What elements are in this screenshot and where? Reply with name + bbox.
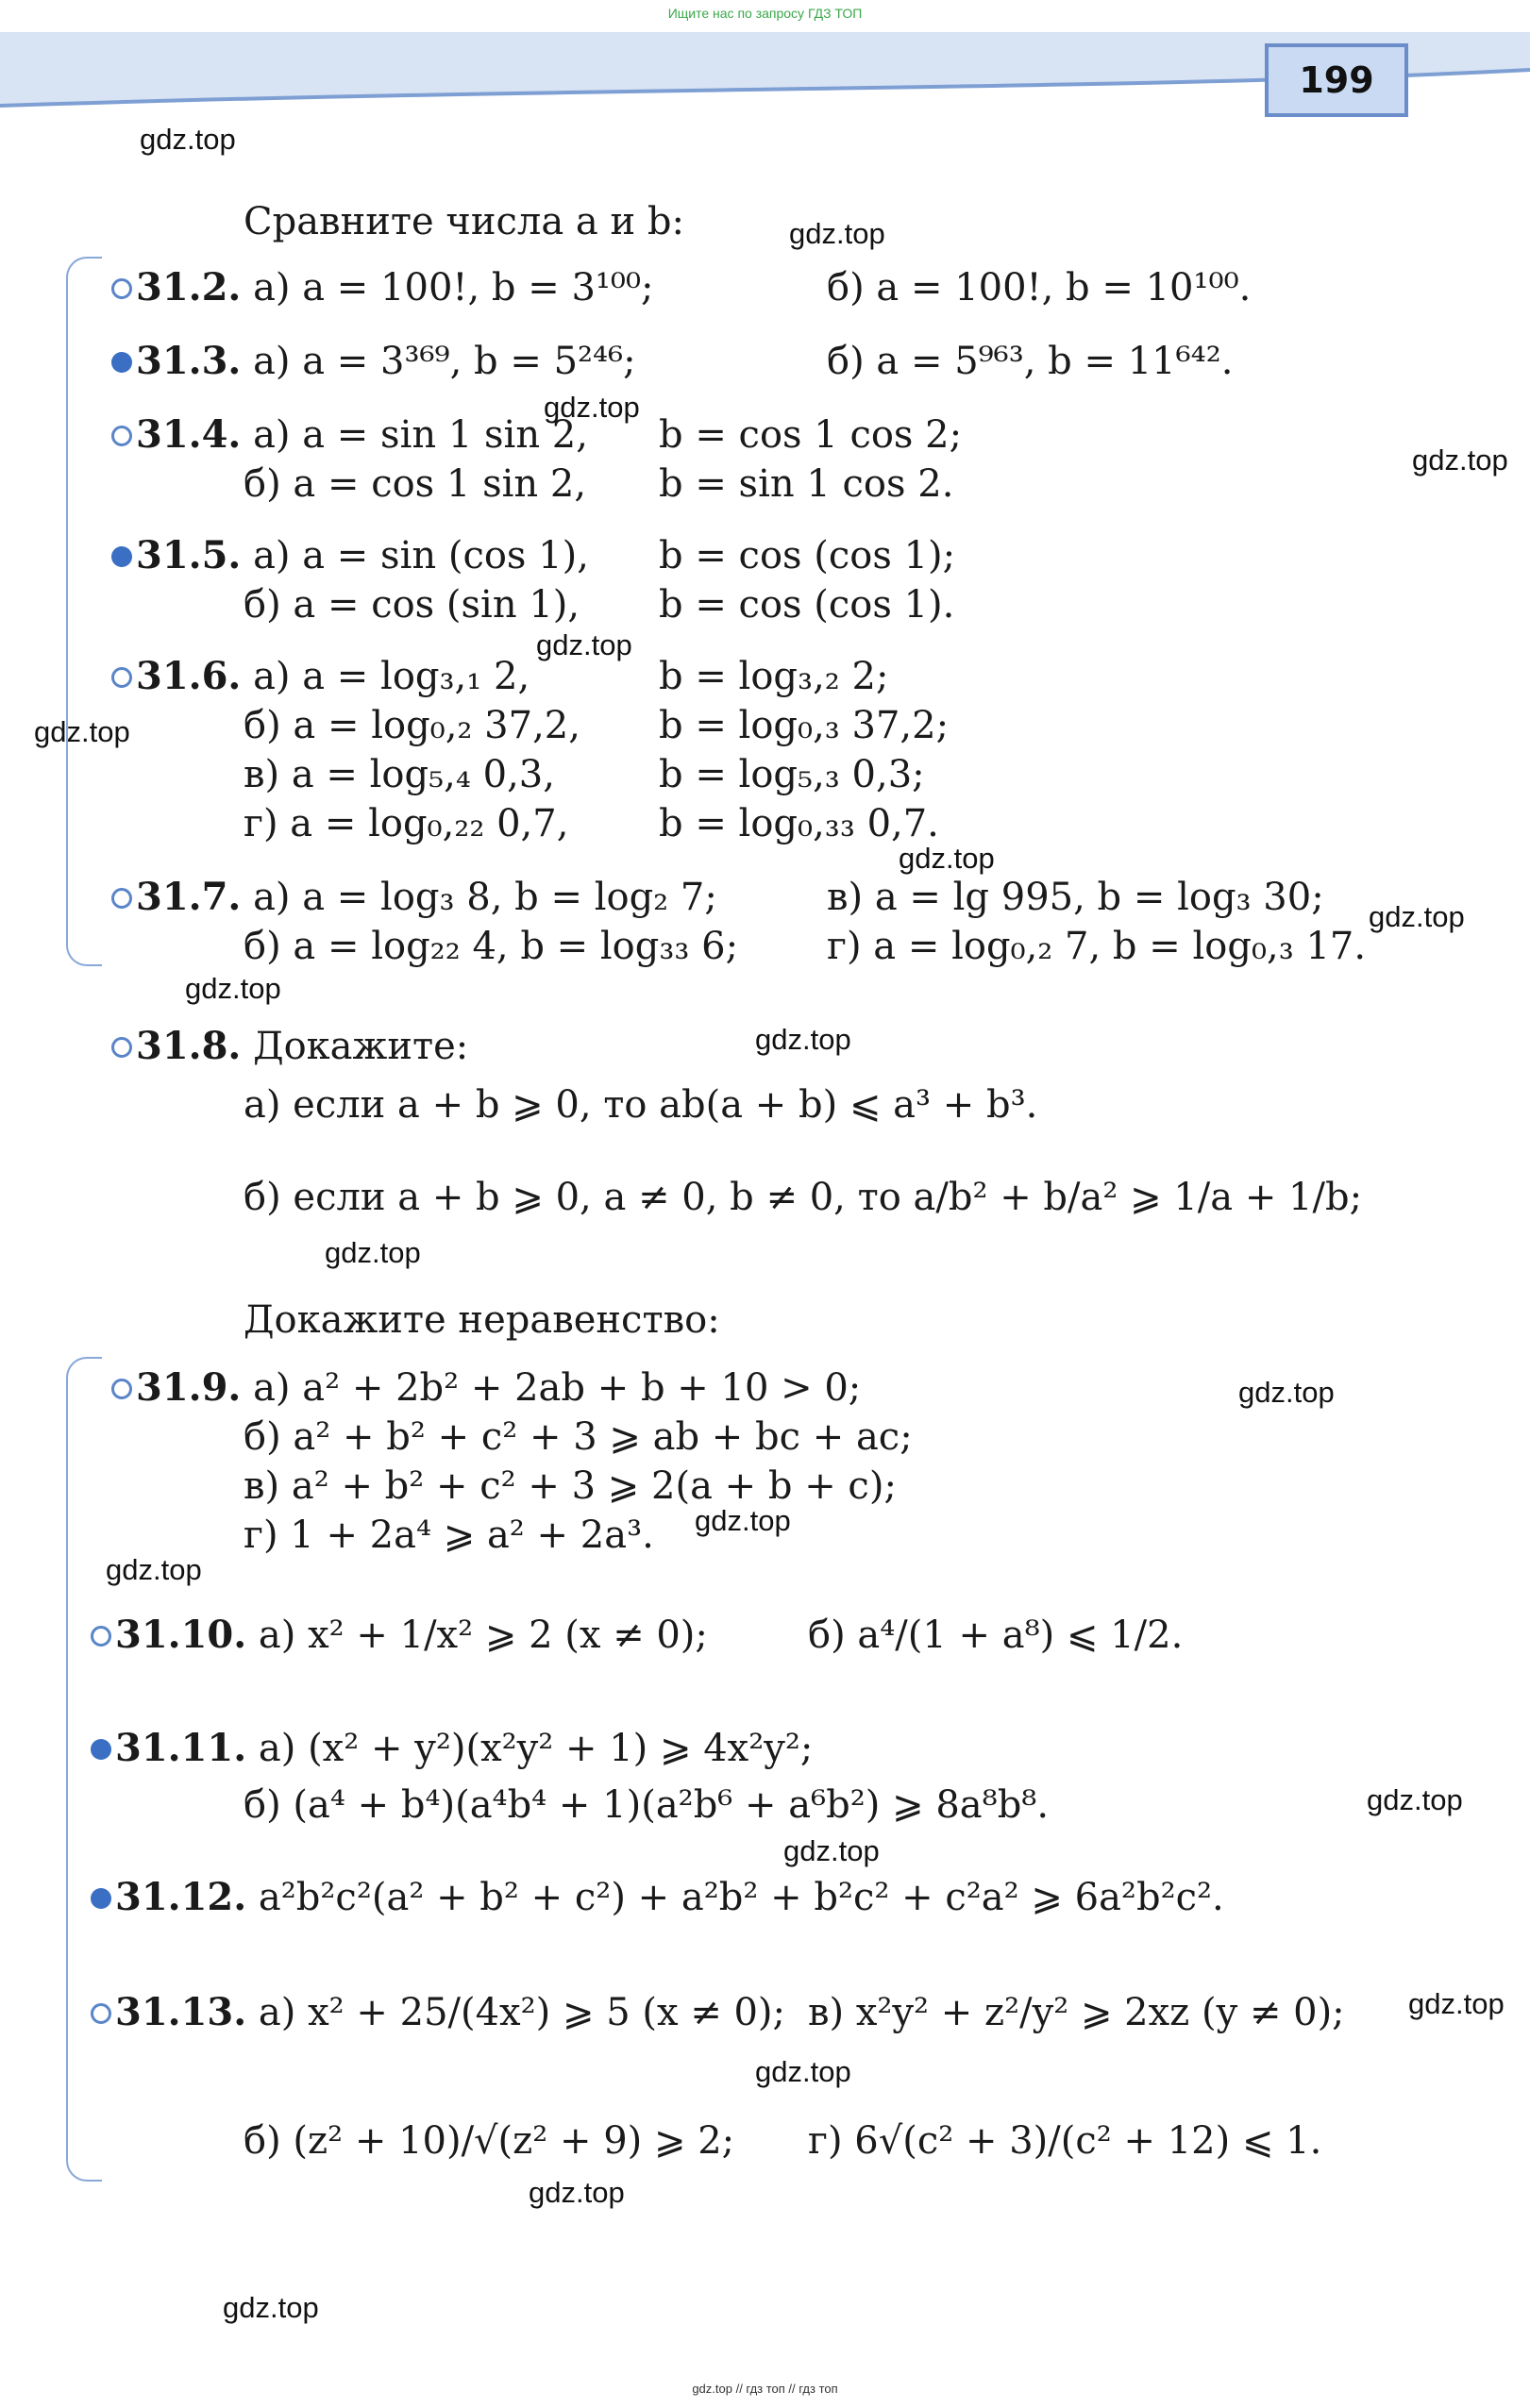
problem-31-4-a-right: b = cos 1 cos 2; (659, 413, 963, 457)
problem-31-4-b-left: б) a = cos 1 sin 2, (244, 462, 587, 506)
watermark[interactable]: gdz.top (1408, 1987, 1505, 2020)
watermark[interactable]: gdz.top (325, 1236, 421, 1269)
difficulty-filled-marker (111, 546, 132, 567)
problem-number: 31.5. (136, 533, 242, 577)
problem-31-6-b-left: б) a = log₀,₂ 37,2, (244, 704, 580, 747)
difficulty-open-marker (111, 426, 132, 446)
problem-31-6-b-right: b = log₀,₃ 37,2; (659, 704, 950, 747)
group-bracket (66, 257, 102, 966)
part-a-left: а) a = log₃,₁ 2, (253, 655, 530, 698)
problem-31-6-d-right: b = log₀,₃₃ 0,7. (659, 802, 939, 845)
difficulty-filled-marker (111, 352, 132, 373)
problem-31-7-part-c: в) a = lg 995, b = log₃ 30; (827, 876, 1324, 919)
problem-31-13-part-c: в) x²y² + z²/y² ⩾ 2xz (y ≠ 0); (808, 1991, 1345, 2034)
problem-31-5-b-right: b = cos (cos 1). (659, 583, 955, 627)
problem-31-10 (91, 1614, 708, 1657)
difficulty-open-marker (111, 888, 132, 909)
problem-number: 31.9. (136, 1365, 242, 1410)
problem-number: 31.11. (115, 1726, 247, 1770)
heading-prove: Докажите неравенство: (244, 1298, 720, 1342)
part-a: а) a = log₃ 8, b = log₂ 7; (253, 876, 717, 919)
difficulty-open-marker (111, 667, 132, 688)
problem-31-5-b-left: б) a = cos (sin 1), (244, 583, 580, 627)
problem-31-6-a-right: b = log₃,₂ 2; (659, 655, 889, 698)
watermark[interactable]: gdz.top (755, 2055, 851, 2088)
watermark[interactable]: gdz.top (783, 1834, 880, 1867)
part-a: а) a = 3³⁶⁹, b = 5²⁴⁶; (253, 340, 636, 383)
statement: a²b²c²(a² + b² + c²) + a²b² + b²c² + c²a² ⩾ 6a²b²c². (258, 1876, 1224, 1919)
problem-31-9 (111, 1366, 861, 1410)
problem-31-2-part-b: б) a = 100!, b = 10¹⁰⁰. (827, 266, 1252, 309)
part-a: а) a = 100!, b = 3¹⁰⁰; (253, 266, 654, 309)
difficulty-open-marker (111, 1379, 132, 1399)
watermark[interactable]: gdz.top (140, 123, 236, 156)
part-a-left: а) a = sin 1 sin 2, (253, 413, 588, 457)
watermark[interactable]: gdz.top (899, 842, 995, 875)
watermark[interactable]: gdz.top (34, 715, 130, 748)
watermark[interactable]: gdz.top (1412, 443, 1508, 477)
difficulty-open-marker (111, 278, 132, 299)
problem-31-7-part-b: б) a = log₂₂ 4, b = log₃₃ 6; (244, 925, 739, 968)
problem-number: 31.7. (136, 875, 242, 919)
problem-31-4-b-right: b = sin 1 cos 2. (659, 462, 954, 506)
difficulty-filled-marker (91, 1739, 111, 1760)
part-a-left: а) a = sin (cos 1), (253, 534, 589, 577)
difficulty-filled-marker (91, 1888, 111, 1909)
problem-31-8-part-a: а) если a + b ⩾ 0, то ab(a + b) ⩽ a³ + b³. (244, 1083, 1038, 1127)
problem-31-11 (91, 1727, 813, 1770)
heading-compare: Сравните числа a и b: (244, 200, 684, 243)
problem-number: 31.6. (136, 654, 242, 698)
problem-31-6 (111, 655, 530, 698)
problem-31-9-part-b: б) a² + b² + c² + 3 ⩾ ab + bc + ac; (244, 1415, 913, 1459)
problem-31-13-part-b: б) (z² + 10)/√(z² + 9) ⩾ 2; (244, 2119, 735, 2163)
problem-31-13-part-d: г) 6√(c² + 3)/(c² + 12) ⩽ 1. (808, 2119, 1322, 2163)
problem-31-5-a-right: b = cos (cos 1); (659, 534, 956, 577)
problem-number: 31.8. (136, 1024, 242, 1068)
problem-31-7-part-d: г) a = log₀,₂ 7, b = log₀,₃ 17. (827, 925, 1367, 968)
watermark[interactable]: gdz.top (536, 628, 632, 661)
watermark[interactable]: gdz.top (544, 391, 640, 424)
watermark[interactable]: gdz.top (695, 1504, 791, 1537)
problem-31-11-part-b: б) (a⁴ + b⁴)(a⁴b⁴ + 1)(a²b⁶ + a⁶b²) ⩾ 8a⁸b⁸. (244, 1783, 1050, 1827)
problem-number: 31.12. (115, 1875, 247, 1919)
watermark[interactable]: gdz.top (529, 2176, 625, 2209)
watermark[interactable]: gdz.top (223, 2291, 319, 2324)
difficulty-open-marker (111, 1037, 132, 1058)
problem-number: 31.10. (115, 1613, 247, 1657)
watermark[interactable]: gdz.top (185, 972, 281, 1005)
problem-31-6-d-left: г) a = log₀,₂₂ 0,7, (244, 802, 569, 845)
problem-31-5 (111, 534, 589, 577)
problem-31-4 (111, 413, 588, 457)
problem-31-12 (91, 1876, 1224, 1919)
problem-31-13 (91, 1991, 785, 2034)
part-a: а) x² + 1/x² ⩾ 2 (x ≠ 0); (258, 1614, 708, 1657)
watermark[interactable]: gdz.top (789, 217, 885, 250)
difficulty-open-marker (91, 2003, 111, 2024)
problem-number: 31.3. (136, 339, 242, 383)
problem-31-3-part-b: б) a = 5⁹⁶³, b = 11⁶⁴². (827, 340, 1234, 383)
watermark[interactable]: gdz.top (106, 1553, 202, 1586)
watermark[interactable]: gdz.top (1238, 1376, 1335, 1409)
problem-number: 31.2. (136, 265, 242, 309)
watermark[interactable]: gdz.top (1369, 900, 1465, 933)
page-number: 199 (1265, 43, 1408, 117)
problem-31-3 (111, 340, 636, 383)
watermark[interactable]: gdz.top (1367, 1783, 1463, 1816)
bottom-notice: gdz.top // гдз топ // гдз топ (692, 2382, 838, 2396)
part-a: а) a² + 2b² + 2ab + b + 10 > 0; (253, 1366, 862, 1410)
top-notice: Ищите нас по запросу ГДЗ ТОП (667, 6, 863, 21)
problem-31-8-part-b: б) если a + b ⩾ 0, a ≠ 0, b ≠ 0, то a/b² + b/a² ⩾ 1/a + 1/b; (244, 1176, 1363, 1219)
problem-31-7 (111, 876, 717, 919)
problem-number: 31.13. (115, 1990, 247, 2034)
watermark[interactable]: gdz.top (755, 1023, 851, 1056)
problem-31-6-c-left: в) a = log₅,₄ 0,3, (244, 753, 555, 796)
problem-31-8 (111, 1025, 468, 1068)
problem-31-9-part-d: г) 1 + 2a⁴ ⩾ a² + 2a³. (244, 1513, 654, 1557)
problem-31-10-part-b: б) a⁴/(1 + a⁸) ⩽ 1/2. (808, 1614, 1184, 1657)
problem-31-6-c-right: b = log₅,₃ 0,3; (659, 753, 925, 796)
problem-31-2 (111, 266, 653, 309)
problem-number: 31.4. (136, 412, 242, 457)
part-a: а) x² + 25/(4x²) ⩾ 5 (x ≠ 0); (258, 1991, 785, 2034)
problem-31-9-part-c: в) a² + b² + c² + 3 ⩾ 2(a + b + c); (244, 1464, 897, 1508)
difficulty-open-marker (91, 1626, 111, 1647)
part-a: а) (x² + y²)(x²y² + 1) ⩾ 4x²y²; (258, 1727, 814, 1770)
problem-title: Докажите: (253, 1025, 469, 1068)
